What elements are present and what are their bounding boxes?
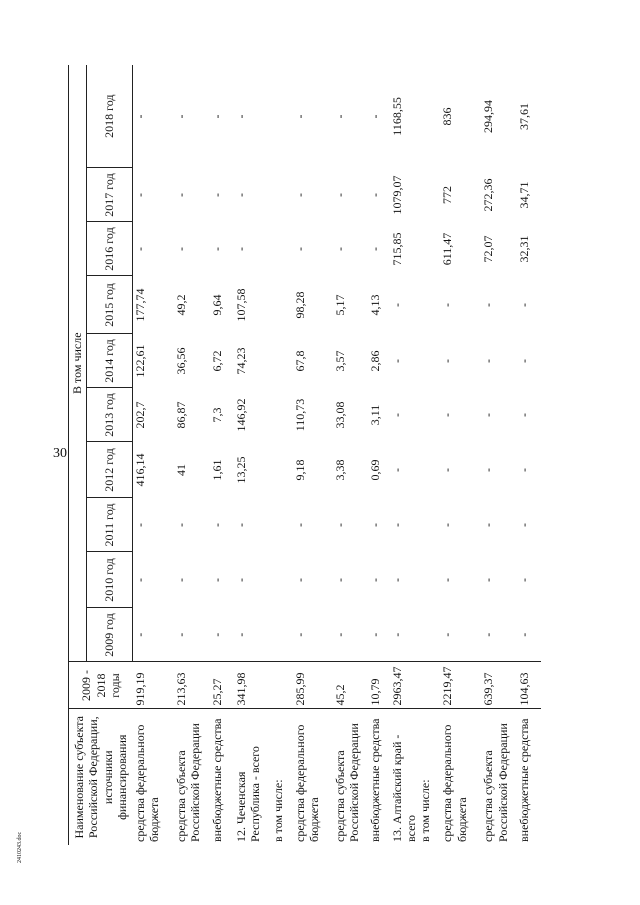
year-value: - bbox=[173, 114, 188, 119]
row-total: 10,79 bbox=[368, 662, 390, 709]
year-value: 34,71 bbox=[517, 181, 532, 209]
year-value: - bbox=[292, 247, 307, 251]
row-name: средства федерального бюджета bbox=[440, 724, 469, 842]
table-row bbox=[517, 65, 541, 845]
year-value: - bbox=[517, 608, 541, 662]
row-total bbox=[271, 662, 293, 709]
year-value: - bbox=[517, 303, 532, 307]
year-value: - bbox=[389, 523, 404, 527]
year-header: 2018 год bbox=[87, 65, 133, 168]
year-value: 1079,07 bbox=[389, 175, 404, 215]
year-header: 2016 год bbox=[87, 222, 133, 276]
year-value: - bbox=[233, 523, 248, 527]
year-value: 772 bbox=[440, 186, 455, 204]
year-value: - bbox=[292, 523, 307, 527]
year-value: 122,61 bbox=[133, 344, 147, 378]
year-value: - bbox=[481, 578, 496, 582]
year-value: - bbox=[517, 359, 532, 363]
table-row bbox=[293, 65, 333, 845]
year-value: 6,72 bbox=[209, 350, 224, 372]
year-value bbox=[418, 276, 440, 334]
year-value: - bbox=[209, 523, 224, 527]
year-value bbox=[271, 276, 293, 334]
year-value: - bbox=[292, 193, 307, 197]
year-value bbox=[418, 608, 440, 662]
year-value bbox=[271, 168, 293, 222]
row-total: 639,37 bbox=[481, 662, 517, 709]
year-value: 86,87 bbox=[173, 401, 188, 429]
year-value: - bbox=[481, 303, 496, 307]
row-total: 2219,47 bbox=[440, 662, 481, 709]
year-value: - bbox=[440, 413, 455, 417]
year-value: - bbox=[517, 468, 532, 472]
year-value: - bbox=[233, 247, 248, 251]
year-value: - bbox=[440, 608, 481, 662]
year-value: 9,18 bbox=[292, 459, 307, 481]
row-name: средства субъекта Российской Федерации bbox=[173, 723, 202, 842]
year-value: - bbox=[440, 359, 455, 363]
year-value: - bbox=[233, 193, 248, 197]
table-row bbox=[234, 65, 271, 845]
year-value: - bbox=[367, 247, 382, 251]
year-value: 4,13 bbox=[367, 294, 382, 316]
year-value: - bbox=[332, 578, 347, 582]
year-value: - bbox=[440, 303, 455, 307]
document-code: 2410243.doc bbox=[17, 831, 23, 863]
year-header: 2011 год bbox=[87, 498, 133, 552]
year-value bbox=[271, 388, 293, 442]
year-value: 294,94 bbox=[481, 99, 496, 133]
year-value bbox=[418, 442, 440, 498]
year-value: - bbox=[389, 413, 404, 417]
year-value: - bbox=[173, 523, 188, 527]
row-name: внебюджетные средства bbox=[517, 718, 532, 842]
financing-table bbox=[68, 65, 541, 845]
year-value: - bbox=[233, 578, 248, 582]
year-value: 1168,55 bbox=[389, 97, 404, 136]
year-value: - bbox=[440, 578, 455, 582]
row-name: внебюджетные средства bbox=[367, 718, 382, 842]
year-value: 32,31 bbox=[517, 235, 532, 263]
table-row bbox=[418, 65, 440, 845]
table-row bbox=[440, 65, 481, 845]
year-value bbox=[418, 498, 440, 552]
year-value: - bbox=[517, 523, 532, 527]
page-number: 30 bbox=[53, 446, 67, 461]
year-header: 2009 год bbox=[87, 608, 133, 662]
year-value bbox=[418, 334, 440, 388]
year-value: 2,86 bbox=[367, 350, 382, 372]
year-value: 107,58 bbox=[233, 288, 248, 322]
year-value: - bbox=[440, 468, 455, 472]
year-value: 836 bbox=[440, 107, 455, 126]
row-name: 13. Алтайский край - всего bbox=[389, 734, 418, 842]
year-value bbox=[418, 168, 440, 222]
rotated-table-container bbox=[68, 65, 548, 845]
year-value: 13,25 bbox=[233, 456, 248, 484]
year-value: - bbox=[333, 608, 368, 662]
year-value: - bbox=[481, 359, 496, 363]
year-value: - bbox=[292, 114, 307, 119]
year-value: - bbox=[332, 193, 347, 197]
year-value: 3,38 bbox=[332, 459, 347, 481]
year-value: - bbox=[209, 114, 224, 119]
year-value: - bbox=[173, 247, 188, 251]
table-row bbox=[481, 65, 517, 845]
year-value: - bbox=[367, 578, 382, 582]
year-value: - bbox=[210, 608, 234, 662]
year-value bbox=[271, 552, 293, 608]
row-total: 213,63 bbox=[174, 662, 210, 709]
year-value bbox=[418, 222, 440, 276]
year-value: - bbox=[389, 359, 404, 363]
year-header: 2015 год bbox=[87, 276, 133, 334]
year-value bbox=[418, 388, 440, 442]
year-value: 41 bbox=[173, 464, 188, 476]
year-header: 2012 год bbox=[87, 442, 133, 498]
year-value: 3,57 bbox=[332, 350, 347, 372]
year-value bbox=[418, 65, 440, 168]
table-row bbox=[174, 65, 210, 845]
table-row bbox=[271, 65, 293, 845]
name-column-header: Наименование субъекта Российской Федерации, источники финансирования bbox=[69, 709, 133, 845]
row-total bbox=[418, 662, 440, 709]
year-value: 202,7 bbox=[133, 401, 147, 429]
year-value bbox=[271, 222, 293, 276]
row-total: 285,99 bbox=[293, 662, 333, 709]
row-name: средства федерального бюджета bbox=[292, 724, 321, 842]
year-value: - bbox=[481, 523, 496, 527]
year-header: 2013 год bbox=[87, 388, 133, 442]
year-header: 2010 год bbox=[87, 552, 133, 608]
row-name: 12. Чеченская Республика - всего bbox=[233, 746, 262, 842]
year-value: - bbox=[481, 413, 496, 417]
in-that-number-header: В том числе bbox=[69, 65, 87, 662]
year-value: - bbox=[517, 413, 532, 417]
year-value: - bbox=[517, 578, 532, 582]
table-row bbox=[133, 65, 174, 845]
year-header: 2017 год bbox=[87, 168, 133, 222]
year-value: 416,14 bbox=[133, 453, 147, 487]
year-value: 98,28 bbox=[292, 291, 307, 319]
year-value: 0,69 bbox=[367, 459, 382, 481]
year-value: - bbox=[234, 608, 271, 662]
row-total: 919,19 bbox=[133, 662, 174, 709]
row-total: 25,27 bbox=[210, 662, 234, 709]
year-value: - bbox=[209, 193, 224, 197]
table-row bbox=[333, 65, 368, 845]
year-value: - bbox=[390, 608, 419, 662]
year-value bbox=[418, 552, 440, 608]
year-value: - bbox=[440, 523, 455, 527]
year-value: - bbox=[133, 193, 147, 197]
table-row bbox=[210, 65, 234, 845]
year-value: 74,23 bbox=[233, 347, 248, 375]
row-name: средства субъекта Российской Федерации bbox=[332, 723, 361, 842]
year-value: - bbox=[367, 193, 382, 197]
year-value: - bbox=[174, 608, 210, 662]
year-value: - bbox=[133, 578, 147, 582]
row-name: в том числе: bbox=[270, 779, 285, 842]
year-value: - bbox=[233, 114, 248, 119]
year-value: - bbox=[173, 578, 188, 582]
year-value bbox=[271, 442, 293, 498]
year-value: - bbox=[332, 114, 347, 119]
year-value bbox=[271, 608, 293, 662]
year-value: 5,17 bbox=[332, 294, 347, 316]
year-value: - bbox=[368, 608, 390, 662]
year-value: - bbox=[481, 468, 496, 472]
year-value: - bbox=[389, 578, 404, 582]
year-value: - bbox=[209, 578, 224, 582]
year-value: - bbox=[133, 114, 147, 119]
total-column-header: 2009 - 2018 годы bbox=[69, 662, 133, 709]
year-value bbox=[271, 334, 293, 388]
year-value: - bbox=[293, 608, 333, 662]
year-value: - bbox=[133, 523, 147, 527]
year-value: - bbox=[332, 247, 347, 251]
year-value: - bbox=[332, 523, 347, 527]
row-total: 104,63 bbox=[517, 662, 541, 709]
year-value: - bbox=[389, 468, 404, 472]
year-value bbox=[271, 65, 293, 168]
year-value: - bbox=[389, 303, 404, 307]
year-value: 110,73 bbox=[292, 398, 307, 432]
year-value: - bbox=[292, 578, 307, 582]
year-value: 611,47 bbox=[440, 232, 455, 266]
row-total: 341,98 bbox=[234, 662, 271, 709]
year-value: 1,61 bbox=[209, 459, 224, 481]
year-value: - bbox=[367, 523, 382, 527]
year-value: 3,11 bbox=[367, 404, 382, 426]
year-value: - bbox=[481, 608, 517, 662]
year-value: 9,64 bbox=[209, 294, 224, 316]
year-value bbox=[271, 498, 293, 552]
year-value: 33,08 bbox=[332, 401, 347, 429]
year-value: 37,61 bbox=[517, 102, 532, 130]
year-header: 2014 год bbox=[87, 334, 133, 388]
year-value: 36,56 bbox=[173, 347, 188, 375]
row-name: средства федерального бюджета bbox=[132, 724, 161, 842]
table-row bbox=[390, 65, 419, 845]
year-value: - bbox=[209, 247, 224, 251]
year-value: - bbox=[133, 608, 174, 662]
year-value: - bbox=[133, 247, 147, 251]
year-value: 72,07 bbox=[481, 235, 496, 263]
year-value: 7,3 bbox=[209, 407, 224, 423]
row-name: средства субъекта Российской Федерации bbox=[481, 723, 510, 842]
row-name: внебюджетные средства bbox=[209, 718, 224, 842]
row-total: 2963,47 bbox=[390, 662, 419, 709]
year-value: 715,85 bbox=[389, 232, 404, 266]
year-value: - bbox=[367, 114, 382, 119]
year-value: - bbox=[173, 193, 188, 197]
year-value: 177,74 bbox=[133, 288, 147, 322]
row-name: в том числе: bbox=[418, 779, 433, 842]
year-value: 49,2 bbox=[173, 294, 188, 316]
year-value: 146,92 bbox=[233, 398, 248, 432]
table-row bbox=[368, 65, 390, 845]
year-value: 272,36 bbox=[481, 178, 496, 212]
year-value: 67,8 bbox=[292, 350, 307, 372]
row-total: 45,2 bbox=[333, 662, 368, 709]
